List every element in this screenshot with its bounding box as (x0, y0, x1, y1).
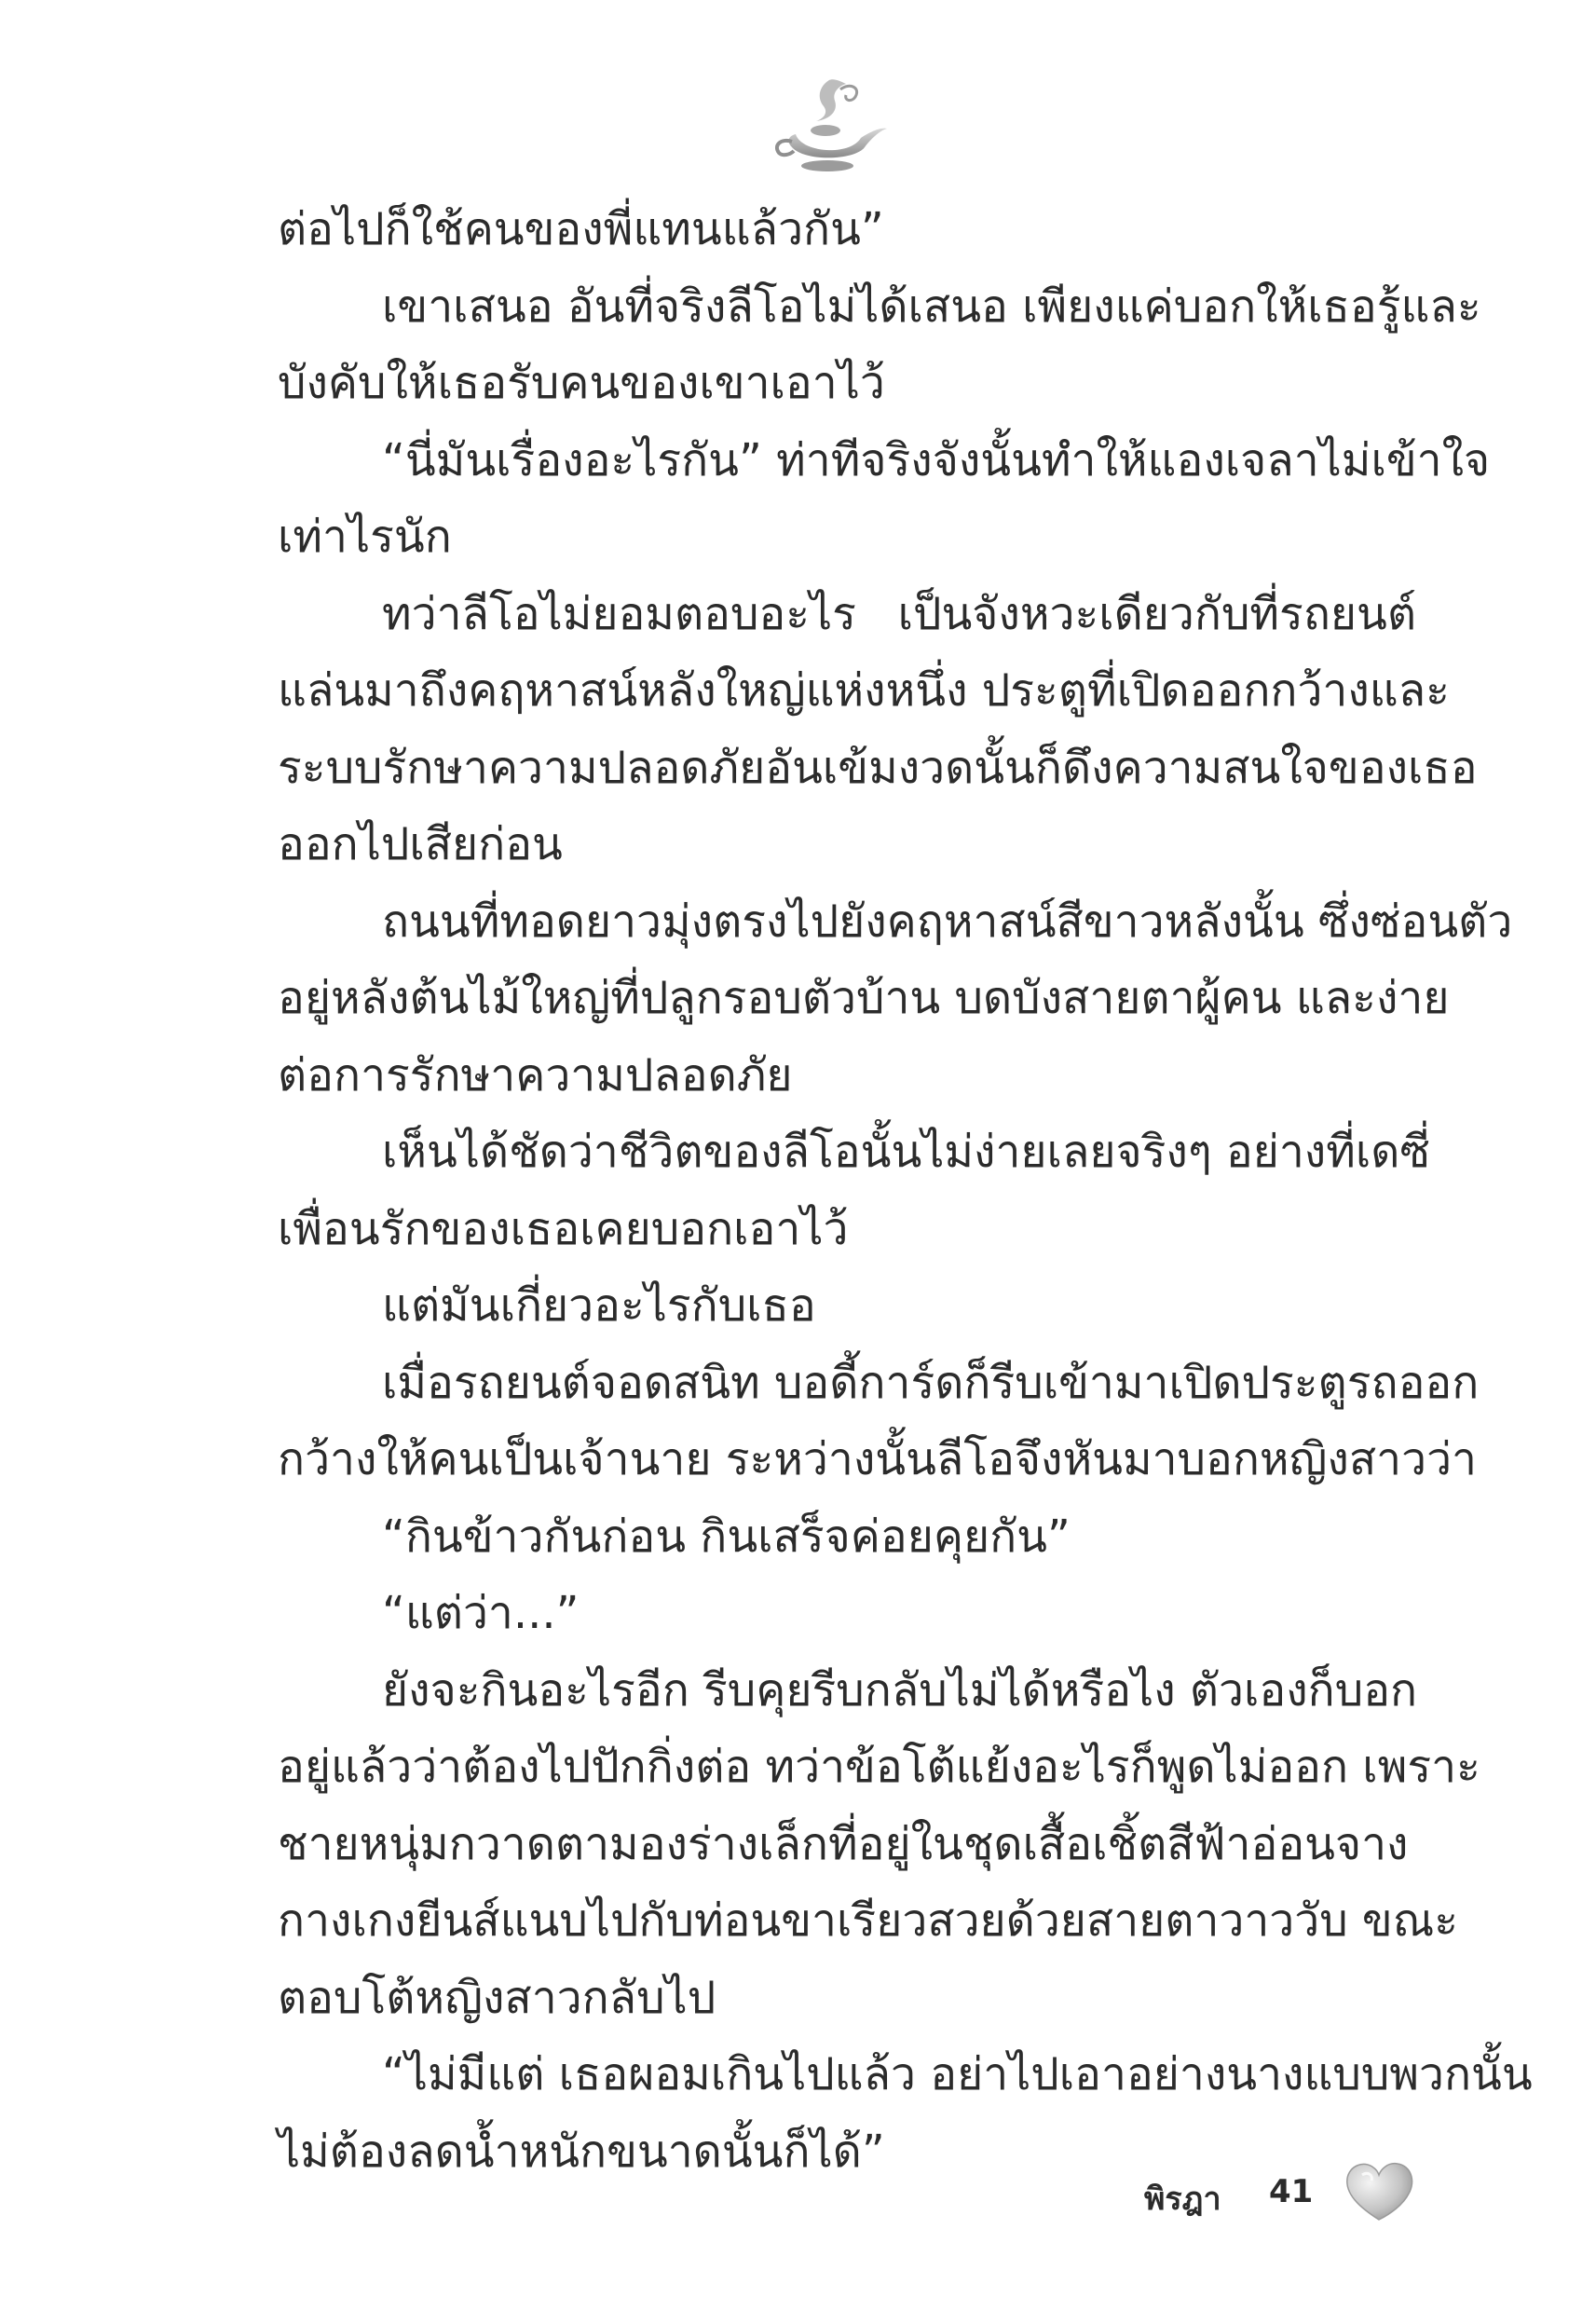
text-line: ระบบรักษาความปลอดภัยอันเข้มงวดนั้นก็ดึงความสนใจของเธอ (278, 741, 1478, 794)
body-text (278, 191, 1533, 2190)
text-line: ทว่าลีโอไม่ยอมตอบอะไร เป็นจังหวะเดียวกับที่รถยนต์ (382, 587, 1416, 640)
text-line: ถนนที่ทอดยาวมุ่งตรงไปยังคฤหาสน์สีขาวหลังนั้น ซึ่งซ่อนตัว (382, 895, 1513, 948)
text-line: ออกไปเสียก่อน (278, 818, 563, 870)
text-line: อยู่แล้วว่าต้องไปปักกิ่งต่อ ทว่าข้อโต้แย้งอะไรก็พูดไม่ออก เพราะ (278, 1741, 1480, 1793)
text-line: เขาเสนอ อันที่จริงลีโอไม่ได้เสนอ เพียงแค่บอกให้เธอรู้และ (382, 280, 1481, 333)
text-line: ตอบโต้หญิงสาวกลับไป (278, 1971, 716, 2024)
text-line: เห็นได้ชัดว่าชีวิตของลีโอนั้นไม่ง่ายเลยจริงๆ อย่างที่เดซี่ (382, 1126, 1431, 1178)
text-line: “แต่ว่า...” (382, 1587, 580, 1639)
page-footer (0, 2158, 1596, 2233)
text-line: “นี่มันเรื่องอะไรกัน” ท่าทีจริงจังนั้นทำให้แองเจลาไม่เข้าใจ (382, 433, 1491, 486)
text-line: บังคับให้เธอรับคนของเขาเอาไว้ (278, 357, 885, 409)
text-line: แต่มันเกี่ยวอะไรกับเธอ (382, 1279, 816, 1332)
genie-lamp-icon (764, 73, 894, 175)
text-line: ต่อไปก็ใช้คนของพี่แทนแล้วกัน” (278, 203, 884, 255)
author-name: พิรฎา (1144, 2181, 1221, 2218)
text-line: ไม่ต้องลดน้ำหนักขนาดนั้นก็ได้” (278, 2125, 885, 2178)
text-line: “ไม่มีแต่ เธอผอมเกินไปแล้ว อย่าไปเอาอย่างนางแบบพวกนั้น (382, 2048, 1533, 2100)
text-line: ยังจะกินอะไรอีก รีบคุยรีบกลับไม่ได้หรือไง ตัวเองก็บอก (382, 1663, 1418, 1716)
text-line: กว้างให้คนเป็นเจ้านาย ระหว่างนั้นลีโอจึงหันมาบอกหญิงสาวว่า (278, 1433, 1477, 1485)
text-line: อยู่หลังต้นไม้ใหญ่ที่ปลูกรอบตัวบ้าน บดบังสายตาผู้คน และง่าย (278, 972, 1450, 1024)
text-line: เพื่อนรักของเธอเคยบอกเอาไว้ (278, 1202, 849, 1255)
text-line: เมื่อรถยนต์จอดสนิท บอดี้การ์ดก็รีบเข้ามาเปิดประตูรถออก (382, 1356, 1480, 1409)
heart-icon (1342, 2158, 1416, 2225)
text-line: แล่นมาถึงคฤหาสน์หลังใหญ่แห่งหนึ่ง ประตูที่เปิดออกกว้างและ (278, 664, 1450, 717)
text-line: “กินข้าวกันก่อน กินเสร็จค่อยคุยกัน” (382, 1510, 1071, 1563)
text-line: กางเกงยีนส์แนบไปกับท่อนขาเรียวสวยด้วยสายตาวาววับ ขณะ (278, 1894, 1459, 1947)
text-line: ชายหนุ่มกวาดตามองร่างเล็กที่อยู่ในชุดเสื้อเชิ้ตสีฟ้าอ่อนจาง (278, 1817, 1409, 1870)
text-line: เท่าไรนัก (278, 511, 452, 563)
page-number: 41 (1269, 2173, 1314, 2210)
text-line: ต่อการรักษาความปลอดภัย (278, 1048, 793, 1101)
